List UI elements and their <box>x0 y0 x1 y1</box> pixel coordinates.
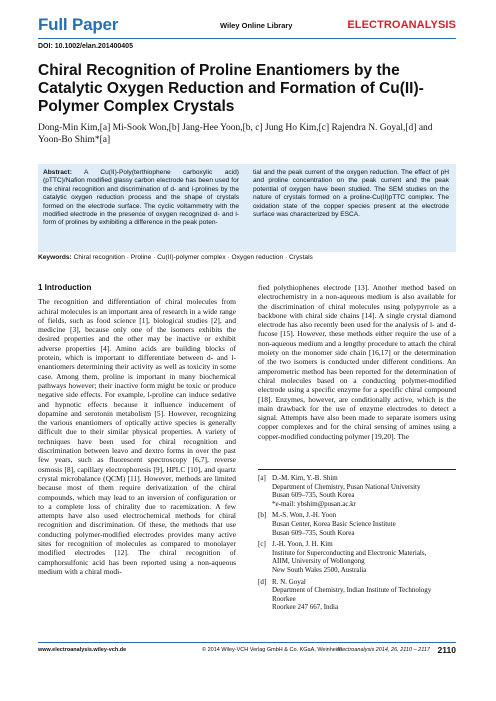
footer-rule <box>38 642 456 643</box>
abstract-text-right: tial and the peak current of the oxygen reduction. The effect of pH and proline concentration on the peak current and the peak potential of oxygen have been studied. The SEM studies on the nature of crystals formed on a proline-Cu(II)pTTC complex. The oxidation state of the copper species present at the electrode surface was characterized by ESCA. <box>253 169 449 219</box>
affiliation-line: Roorkee <box>272 594 296 603</box>
body-column-left <box>38 283 236 576</box>
affiliation-tag: [c] <box>258 540 266 549</box>
abstract-column-left <box>43 169 239 228</box>
abstract-column-right <box>253 169 449 219</box>
affiliation-item <box>258 511 456 537</box>
affiliation-email[interactable]: *e-mail: ybshim@pusan.ac.kr <box>272 499 357 508</box>
affiliation-line: Department of Chemistry, Indian Institute of Technology <box>272 586 432 595</box>
affiliation-tag: [d] <box>258 577 267 586</box>
affiliation-line: D.-M. Kim, Y.-B. Shim <box>272 474 338 482</box>
keywords <box>38 254 456 262</box>
wiley-online-library-label[interactable]: Wiley Online Library <box>220 21 293 30</box>
affiliation-line: J.-H. Yoon, J. H. Kim <box>272 540 333 549</box>
abstract-label: Abstract: <box>43 169 72 176</box>
abstract-text-left: A Cu(II)-Poly(terthiophene carboxylic acid) (pTTC)/Nafion modified glassy carbon electrode has been used for the chiral recognition and discrimination of d- and l-prolines by the catalytic oxygen reduction process and the shape of crystals formed on the electrode surface. The cyclic voltammetry with the modified electrode in the presence of oxygen recognized d- and l-form of prolines by exhibiting a difference in the peak poten- <box>43 169 239 227</box>
journal-name: ELECTROANALYSIS <box>347 19 456 31</box>
paper-title: Chiral Recognition of Proline Enantiomers by the Catalytic Oxygen Reduction and Formation of Cu(II)-Polymer Complex Crystals <box>38 62 424 115</box>
section-heading: 1 Introduction <box>38 283 92 292</box>
affiliation-item <box>258 540 456 574</box>
citation: Electroanalysis 2014, 26, 2110 – 2117 <box>337 647 430 653</box>
affiliation-line: AIIM, University of Wollongong <box>272 557 365 566</box>
affiliation-tag: [a] <box>258 474 266 482</box>
affiliation-tag: [b] <box>258 511 267 520</box>
affiliation-line: Busan Center, Korea Basic Science Institute <box>272 519 396 528</box>
affiliation-item <box>258 578 456 612</box>
keywords-label: Keywords: <box>38 254 72 261</box>
affiliation-line: Department of Chemistry, Pusan National University <box>272 482 421 491</box>
intro-paragraph-right: fied polythiophenes electrode [13]. Another method based on electrochemistry in a non-aqueous medium is also available for the discrimination of chiral molecules using polypyrrole as a backbone with chiral side chains [14]. A single crystal diamond electrode has also recently been used for the analysis of l- and d-fucose [15]. However, these methods either require the use of a non-aqueous medium and a lengthy procedure to attach the chiral moiety on the monomer side chain [16,17] or the determination of the two isomers is conducted under different conditions. An amperometric method has been reported for the determination of chiral molecules based on a conducting polymer-modified electrode using a specific enzyme for a specific chiral compound [18]. Enzymes, however, are conditionally active, which is the main drawback for the use of enzyme electrodes to detect a signal. Attempts have also been made to separate isomers using copper complexes and for the chiral sensing of amines using a copper-modified conducting polymer [19,20]. The <box>258 283 456 441</box>
affiliation-line: R. N. Goyal <box>272 577 306 586</box>
journal-header <box>38 15 456 37</box>
body-column-right <box>258 283 456 441</box>
affiliation-line: New South Wales 2500, Australia <box>272 565 367 574</box>
affiliations <box>258 469 456 615</box>
article-type-label: Full Paper <box>38 15 119 34</box>
author-list: Dong-Min Kim,[a] Mi-Sook Won,[b] Jang-Hee Yoon,[b, c] Jung Ho Kim,[c] Rajendra N. Goyal,[d] and Yoon-Bo Shim*[a] <box>38 123 433 145</box>
affiliation-line: Roorkee 247 667, India <box>272 603 339 612</box>
copyright-notice: © 2014 Wiley-VCH Verlag GmbH & Co. KGaA, Weinheim <box>202 647 342 653</box>
affiliation-item <box>258 474 456 508</box>
journal-website-link[interactable]: www.electroanalysis.wiley-vch.de <box>38 647 127 653</box>
keywords-text: Chiral recognition · Proline · Cu(II)-polymer complex · Oxygen reduction · Crystals <box>73 254 313 261</box>
intro-paragraph-left: The recognition and differentiation of chiral molecules from achiral molecules is an important area of research in a wide range of fields, such as food science [1], biological studies [2], and medicine [3], because only one of the isomers exhibits the desired properties and the other may be inactive or exhibit adverse properties [4]. Amino acids are building blocks of protein, which is important to differentiate between d- and l-enantiomers determining their activity as well as toxicity in some case. Among them, proline is important in many biochemical pathways however; their inactive form might be toxic or produce negative side effects. For example, l-proline can induce sedative and hypnotic effects because it influence inducement of dopamine and serotonin metabolism [5]. However, recognizing the various enantiomers of optically active species is generally difficult due to their similar physical properties. A variety of techniques have been used for chiral recognition and discrimination between leavo and dextro forms in over the past few years, such as fluorescent spectroscopy [6,7], reverse osmosis [8], capillary electrophoresis [9], HPLC [10], and quartz crystal microbalance (QCM) [11]. However, methods are limited because most of them require derivatization of the chiral compounds, which may lead to an inversion of configuration or to a complete loss of chirality due to racemization. A few attempts have also used electrochemical methods for chiral recognition and discrimination. Of these, the methods that use conducting polymer-modified electrodes provides many active sites for recognition of molecules as compared to monolayer modified electrodes [12]. The chiral recognition of camphorsulfonic acid has been reported using a non-aqueous medium with a chiral modi- <box>38 297 236 576</box>
affiliation-line: Busan 609–735, South Korea <box>272 491 355 500</box>
affiliation-line: Busan 609–735, South Korea <box>272 528 355 537</box>
affiliation-line: Institute for Superconducting and Electronic Materials, <box>272 548 427 557</box>
affiliation-line: M.-S. Won, J.-H. Yoon <box>272 511 337 520</box>
doi[interactable]: DOI: 10.1002/elan.201400405 <box>38 43 133 50</box>
page-footer <box>38 645 456 659</box>
abstract-box <box>38 164 456 252</box>
page-number: 2110 <box>437 645 456 655</box>
header-rule <box>38 38 456 39</box>
